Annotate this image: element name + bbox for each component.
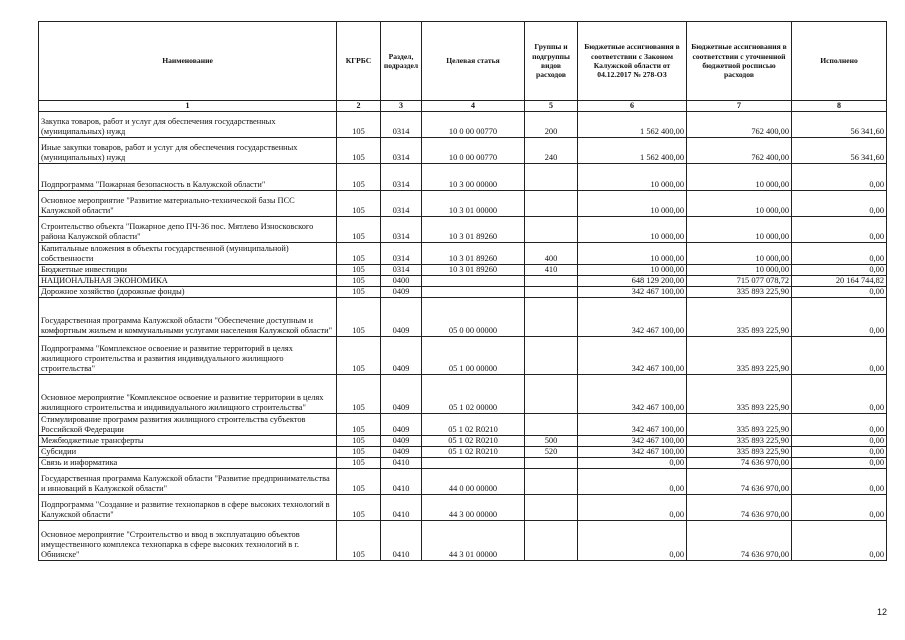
row-kgrbs: 105: [337, 276, 381, 287]
header-law-allocation: Бюджетные ассигнования в соответствии с Законом Калужской области от 04.12.2017 № 278-ОЗ: [578, 22, 687, 101]
row-law-allocation: 342 467 100,00: [578, 447, 687, 458]
budget-table: [38, 21, 887, 561]
row-expense-group: [525, 337, 578, 375]
row-revised-allocation: 10 000,00: [687, 164, 792, 191]
row-target-article: 10 0 00 00770: [422, 138, 525, 164]
row-kgrbs: 105: [337, 375, 381, 414]
row-executed: 0,00: [792, 436, 887, 447]
table-row: [39, 191, 887, 217]
column-number: 1: [39, 101, 337, 112]
row-target-article: [422, 458, 525, 469]
table-row: [39, 112, 887, 138]
row-expense-group: [525, 414, 578, 436]
row-executed: 0,00: [792, 469, 887, 495]
row-law-allocation: 342 467 100,00: [578, 337, 687, 375]
row-target-article: 05 0 00 00000: [422, 298, 525, 337]
row-kgrbs: 105: [337, 298, 381, 337]
column-number: 7: [687, 101, 792, 112]
row-target-article: 44 0 00 00000: [422, 469, 525, 495]
row-razdel: 0410: [381, 469, 422, 495]
row-revised-allocation: 335 893 225,90: [687, 447, 792, 458]
header-expense-group: Группы и подгруппы видов расходов: [525, 22, 578, 101]
row-revised-allocation: 74 636 970,00: [687, 495, 792, 521]
table-body: [39, 112, 887, 561]
table-row: [39, 436, 887, 447]
row-revised-allocation: 335 893 225,90: [687, 337, 792, 375]
row-kgrbs: 105: [337, 521, 381, 561]
row-name: Субсидии: [39, 447, 337, 458]
row-razdel: 0409: [381, 436, 422, 447]
row-name: Подпрограмма "Пожарная безопасность в Калужской области": [39, 164, 337, 191]
row-executed: 0,00: [792, 217, 887, 243]
row-name: Межбюджетные трансферты: [39, 436, 337, 447]
row-target-article: 10 0 00 00770: [422, 112, 525, 138]
row-executed: 56 341,60: [792, 138, 887, 164]
table-row: [39, 298, 887, 337]
column-number: 2: [337, 101, 381, 112]
row-name: Закупка товаров, работ и услуг для обеспечения государственных (муниципальных) нужд: [39, 112, 337, 138]
row-executed: 0,00: [792, 495, 887, 521]
row-target-article: 05 1 02 00000: [422, 375, 525, 414]
row-target-article: [422, 276, 525, 287]
row-razdel: 0314: [381, 191, 422, 217]
row-executed: 0,00: [792, 243, 887, 265]
row-revised-allocation: 335 893 225,90: [687, 287, 792, 298]
row-kgrbs: 105: [337, 469, 381, 495]
row-kgrbs: 105: [337, 243, 381, 265]
table-row: [39, 375, 887, 414]
row-target-article: [422, 287, 525, 298]
row-law-allocation: 342 467 100,00: [578, 287, 687, 298]
row-razdel: 0314: [381, 112, 422, 138]
header-kgrbs: КГРБС: [337, 22, 381, 101]
row-revised-allocation: 10 000,00: [687, 243, 792, 265]
column-number: 6: [578, 101, 687, 112]
row-razdel: 0314: [381, 164, 422, 191]
table-row: [39, 495, 887, 521]
row-name: Подпрограмма "Создание и развитие технопарков в сфере высоких технологий в Калужской области": [39, 495, 337, 521]
row-name: НАЦИОНАЛЬНАЯ ЭКОНОМИКА: [39, 276, 337, 287]
row-kgrbs: 105: [337, 287, 381, 298]
row-razdel: 0409: [381, 298, 422, 337]
row-executed: 0,00: [792, 191, 887, 217]
row-executed: 0,00: [792, 521, 887, 561]
row-name: Основное мероприятие "Комплексное освоение и развитие территории в целях жилищного строительства и индивидуального жилищного строительства": [39, 375, 337, 414]
row-name: Дорожное хозяйство (дорожные фонды): [39, 287, 337, 298]
row-executed: 0,00: [792, 265, 887, 276]
row-revised-allocation: 335 893 225,90: [687, 414, 792, 436]
table-row: [39, 138, 887, 164]
row-expense-group: [525, 458, 578, 469]
row-law-allocation: 10 000,00: [578, 265, 687, 276]
table-row: [39, 414, 887, 436]
column-number: 8: [792, 101, 887, 112]
row-razdel: 0409: [381, 447, 422, 458]
row-razdel: 0314: [381, 217, 422, 243]
row-revised-allocation: 74 636 970,00: [687, 521, 792, 561]
row-revised-allocation: 335 893 225,90: [687, 375, 792, 414]
row-law-allocation: 0,00: [578, 521, 687, 561]
column-number: 4: [422, 101, 525, 112]
row-law-allocation: 0,00: [578, 495, 687, 521]
row-name: Государственная программа Калужской области "Развитие предпринимательства и инноваций в Калужской области": [39, 469, 337, 495]
row-target-article: 10 3 01 89260: [422, 243, 525, 265]
row-kgrbs: 105: [337, 337, 381, 375]
row-law-allocation: 0,00: [578, 458, 687, 469]
row-razdel: 0400: [381, 276, 422, 287]
row-razdel: 0314: [381, 243, 422, 265]
header-revised-allocation: Бюджетные ассигнования в соответствии с уточненной бюджетной росписью расходов: [687, 22, 792, 101]
row-expense-group: [525, 298, 578, 337]
row-name: Связь и информатика: [39, 458, 337, 469]
row-expense-group: [525, 276, 578, 287]
row-razdel: 0409: [381, 375, 422, 414]
row-law-allocation: 342 467 100,00: [578, 375, 687, 414]
row-law-allocation: 648 129 200,00: [578, 276, 687, 287]
row-name: Строительство объекта "Пожарное депо ПЧ-36 пос. Мятлево Износковского района Калужской области": [39, 217, 337, 243]
row-razdel: 0409: [381, 414, 422, 436]
row-executed: 56 341,60: [792, 112, 887, 138]
row-name: Подпрограмма "Комплексное освоение и развитие территорий в целях жилищного строительства и развития индивидуального жилищного строительства": [39, 337, 337, 375]
row-razdel: 0314: [381, 138, 422, 164]
row-kgrbs: 105: [337, 191, 381, 217]
row-law-allocation: 1 562 400,00: [578, 112, 687, 138]
row-executed: 0,00: [792, 298, 887, 337]
row-revised-allocation: 335 893 225,90: [687, 436, 792, 447]
row-kgrbs: 105: [337, 436, 381, 447]
table-row: [39, 265, 887, 276]
row-target-article: 44 3 01 00000: [422, 521, 525, 561]
row-expense-group: 520: [525, 447, 578, 458]
row-law-allocation: 342 467 100,00: [578, 414, 687, 436]
row-target-article: 10 3 01 89260: [422, 217, 525, 243]
row-razdel: 0409: [381, 337, 422, 375]
row-target-article: 05 1 00 00000: [422, 337, 525, 375]
row-kgrbs: 105: [337, 217, 381, 243]
row-executed: 0,00: [792, 447, 887, 458]
row-executed: 20 164 744,82: [792, 276, 887, 287]
row-executed: 0,00: [792, 164, 887, 191]
row-law-allocation: 10 000,00: [578, 217, 687, 243]
row-target-article: 05 1 02 R0210: [422, 436, 525, 447]
row-kgrbs: 105: [337, 138, 381, 164]
row-revised-allocation: 335 893 225,90: [687, 298, 792, 337]
row-target-article: 10 3 01 00000: [422, 191, 525, 217]
table-row: [39, 217, 887, 243]
row-executed: 0,00: [792, 287, 887, 298]
row-expense-group: [525, 495, 578, 521]
row-razdel: 0410: [381, 495, 422, 521]
row-kgrbs: 105: [337, 112, 381, 138]
table-row: [39, 447, 887, 458]
table-row: [39, 337, 887, 375]
row-executed: 0,00: [792, 375, 887, 414]
table-row: [39, 243, 887, 265]
row-expense-group: [525, 469, 578, 495]
table-row: [39, 469, 887, 495]
row-expense-group: 500: [525, 436, 578, 447]
row-target-article: 10 3 00 00000: [422, 164, 525, 191]
row-revised-allocation: 10 000,00: [687, 265, 792, 276]
header-row: [39, 22, 887, 101]
row-razdel: 0314: [381, 265, 422, 276]
row-revised-allocation: 715 077 078,72: [687, 276, 792, 287]
row-target-article: 05 1 02 R0210: [422, 414, 525, 436]
row-expense-group: [525, 521, 578, 561]
row-expense-group: [525, 217, 578, 243]
row-target-article: 05 1 02 R0210: [422, 447, 525, 458]
row-revised-allocation: 74 636 970,00: [687, 469, 792, 495]
row-expense-group: 400: [525, 243, 578, 265]
row-expense-group: [525, 191, 578, 217]
row-kgrbs: 105: [337, 265, 381, 276]
row-revised-allocation: 10 000,00: [687, 217, 792, 243]
row-name: Государственная программа Калужской области "Обеспечение доступным и комфортным жильем и коммунальными услугами населения Калужской области": [39, 298, 337, 337]
row-expense-group: 200: [525, 112, 578, 138]
row-law-allocation: 0,00: [578, 469, 687, 495]
table-row: [39, 458, 887, 469]
row-law-allocation: 10 000,00: [578, 191, 687, 217]
header-executed: Исполнено: [792, 22, 887, 101]
row-razdel: 0410: [381, 458, 422, 469]
row-law-allocation: 10 000,00: [578, 243, 687, 265]
table-row: [39, 276, 887, 287]
row-expense-group: 410: [525, 265, 578, 276]
row-revised-allocation: 10 000,00: [687, 191, 792, 217]
header-razdel: Раздел, подраздел: [381, 22, 422, 101]
row-kgrbs: 105: [337, 164, 381, 191]
row-name: Иные закупки товаров, работ и услуг для обеспечения государственных (муниципальных) нужд: [39, 138, 337, 164]
column-number: 3: [381, 101, 422, 112]
column-number-row: [39, 101, 887, 112]
row-executed: 0,00: [792, 458, 887, 469]
table-row: [39, 521, 887, 561]
row-revised-allocation: 74 636 970,00: [687, 458, 792, 469]
table-row: [39, 287, 887, 298]
column-number: 5: [525, 101, 578, 112]
row-executed: 0,00: [792, 414, 887, 436]
row-expense-group: [525, 164, 578, 191]
row-expense-group: 240: [525, 138, 578, 164]
row-razdel: 0409: [381, 287, 422, 298]
row-revised-allocation: 762 400,00: [687, 112, 792, 138]
row-kgrbs: 105: [337, 458, 381, 469]
row-name: Основное мероприятие "Развитие материально-технической базы ПСС Калужской области": [39, 191, 337, 217]
row-expense-group: [525, 287, 578, 298]
header-name: Наименование: [39, 22, 337, 101]
row-law-allocation: 342 467 100,00: [578, 298, 687, 337]
row-law-allocation: 342 467 100,00: [578, 436, 687, 447]
table-row: [39, 164, 887, 191]
row-name: Стимулирование программ развития жилищного строительства субъектов Российской Федерации: [39, 414, 337, 436]
page-number: 12: [876, 607, 887, 617]
row-law-allocation: 10 000,00: [578, 164, 687, 191]
row-kgrbs: 105: [337, 447, 381, 458]
row-law-allocation: 1 562 400,00: [578, 138, 687, 164]
row-executed: 0,00: [792, 337, 887, 375]
row-revised-allocation: 762 400,00: [687, 138, 792, 164]
row-name: Бюджетные инвестиции: [39, 265, 337, 276]
row-expense-group: [525, 375, 578, 414]
row-kgrbs: 105: [337, 414, 381, 436]
row-kgrbs: 105: [337, 495, 381, 521]
row-target-article: 10 3 01 89260: [422, 265, 525, 276]
header-target-article: Целевая статья: [422, 22, 525, 101]
row-name: Капитальные вложения в объекты государственной (муниципальной) собственности: [39, 243, 337, 265]
row-name: Основное мероприятие "Строительство и ввод в эксплуатацию объектов имущественного комплекса технопарка в сфере высоких технологий в г. Обнинске": [39, 521, 337, 561]
row-razdel: 0410: [381, 521, 422, 561]
row-target-article: 44 3 00 00000: [422, 495, 525, 521]
